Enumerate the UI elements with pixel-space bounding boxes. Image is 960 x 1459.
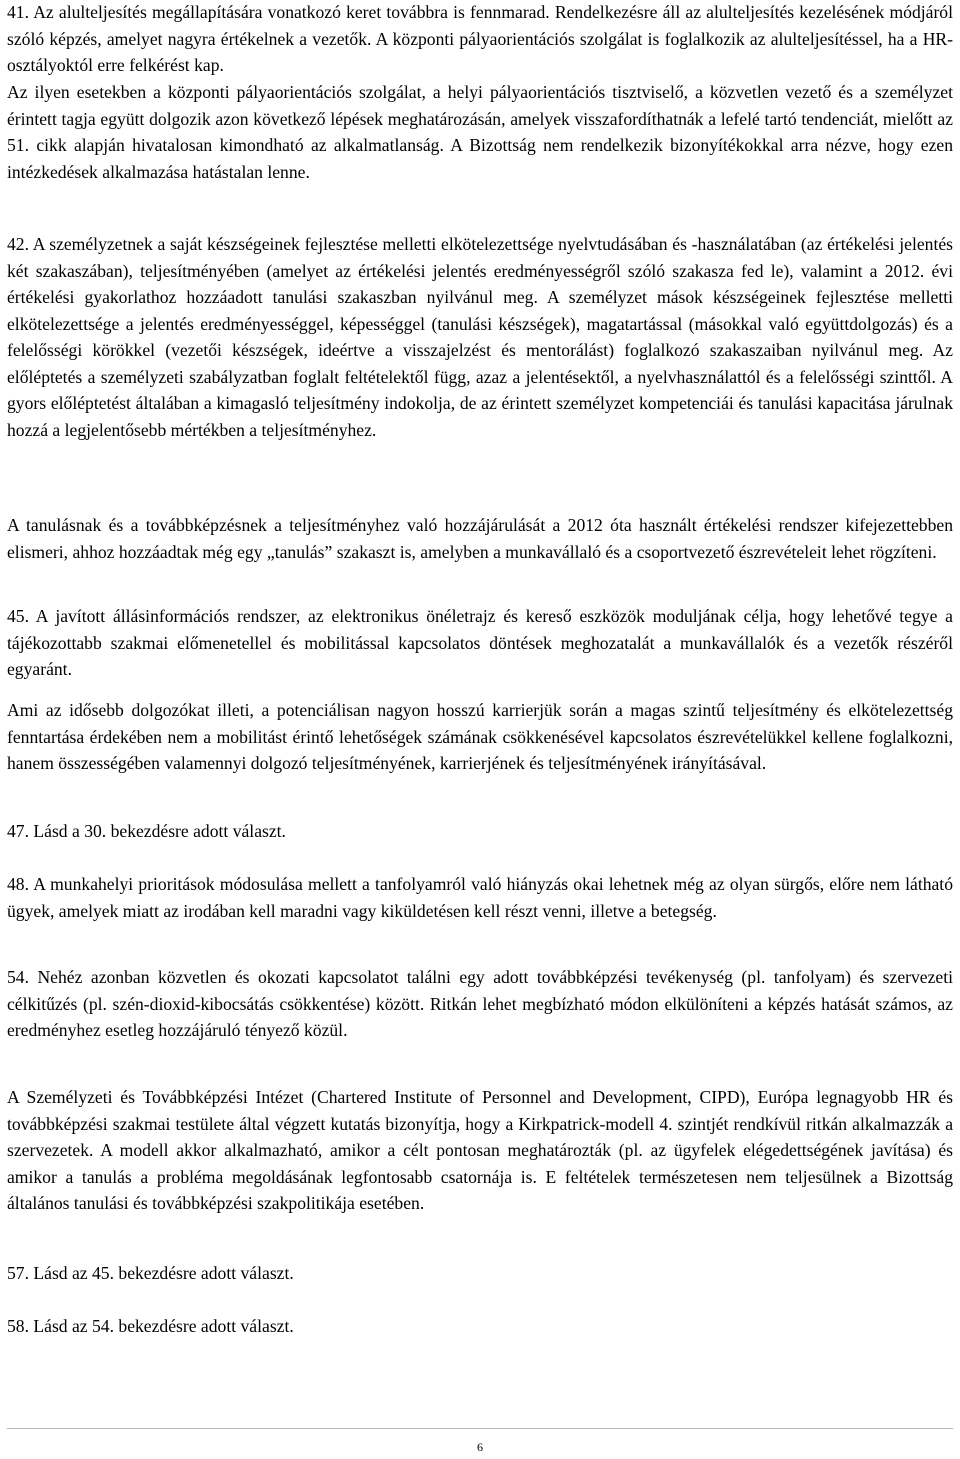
footer-divider <box>7 1428 953 1429</box>
paragraph-42-continued: A tanulásnak és a továbbképzésnek a teljesítményhez való hozzájárulását a 2012 óta használt értékelési rendszer kifejezettebben elismeri, ahhoz hozzáadtak még egy „tanulás” szakaszt is, amelyben a munkavállaló és a csoportvezető észrevételeit lehet rögzíteni. <box>7 515 953 562</box>
paragraph-45-continued: Ami az idősebb dolgozókat illeti, a potenciálisan nagyon hosszú karrierjük során a magas szintű teljesítmény és elkötelezettség fenntartása érdekében nem a mobilitást érintő lehetőségek számának csökkenésével kapcsolatos észrevételükkel kellene foglalkozni, hanem összességében valamennyi dolgozó teljesítményének, karrierjének és teljesítményének irányításával. <box>7 700 953 773</box>
paragraph-54: 54. Nehéz azonban közvetlen és okozati kapcsolatot találni egy adott továbbképzési tevékenység (pl. tanfolyam) és szervezeti célkitűzés (pl. szén-dioxid-kibocsátás csökkentése) között. Ritkán lehet megbízható módon elkülöníteni a képzés hatását számos, az eredményhez esetleg hozzájáruló tényező közül. <box>7 967 953 1040</box>
paragraph-57: 57. Lásd az 45. bekezdésre adott választ. <box>7 1263 294 1283</box>
paragraph-47: 47. Lásd a 30. bekezdésre adott választ. <box>7 821 286 841</box>
paragraph-42: 42. A személyzetnek a saját készségeinek fejlesztése melletti elkötelezettsége nyelvtudásában és -használatában (az értékelési jelentés két szakaszában), teljesítményében (amelyet az értékelési jelentés eredményességről szóló szakasza fed le), valamint a 2012. évi értékelési gyakorlathoz hozzáadott tanulási szakaszban nyilvánul meg. A személyzet mások készségeinek fejlesztése melletti elkötelezettsége a jelentés eredményességgel, képességgel (tanulási készségek), magatartással (másokkal való együttdolgozás) és a felelősségi körökkel (vezetői készségek, ideértve a visszajelzést és mentorálást) foglalkozó szakaszaiban nyilvánul meg. Az előléptetés a személyzeti szabályzatban foglalt feltételektől függ, azaz a jelentésektől, a nyelvhasználattól és a felelősségi szinttől. A gyors előléptetést általában a kimagasló teljesítmény indokolja, de az érintett személyzet kompetenciái és tanulási kapacitása járulnak hozzá a legjelentősebb mértékben a teljesítményhez. <box>7 234 953 440</box>
paragraph-48: 48. A munkahelyi prioritások módosulása mellett a tanfolyamról való hiányzás okai lehetnek még az olyan sürgős, előre nem látható ügyek, amelyek miatt az irodában kell maradni vagy kiküldetésen kell részt venni, illetve a betegség. <box>7 874 953 921</box>
paragraph-41: 41. Az alulteljesítés megállapítására vonatkozó keret továbbra is fennmarad. Rendelkezésre áll az alulteljesítés kezelésének módjáról szóló képzés, amelyet nagyra értékelnek a vezetők. A központi pályaorientációs szolgálat is foglalkozik az alulteljesítéssel, ha a HR-osztályoktól erre felkérést kap. <box>7 2 953 75</box>
page-number: 6 <box>477 1440 483 1454</box>
paragraph-54-continued: A Személyzeti és Továbbképzési Intézet (Chartered Institute of Personnel and Development, CIPD), Európa legnagyobb HR és továbbképzési szakmai testülete által végzett kutatás bizonyítja, hogy a Kirkpatrick-modell 4. szintjét rendkívül ritkán alkalmazzák a szervezetek. A modell akkor alkalmazható, amikor a célt pontosan meghatározták (pl. az ügyfelek elégedettségének javítása) és amikor a tanulás a probléma megoldásának legfontosabb csatornája is. E feltételek természetesen nem teljesülnek a Bizottság általános tanulási és továbbképzési szakpolitikája esetében. <box>7 1087 953 1213</box>
paragraph-41-continued: Az ilyen esetekben a központi pályaorientációs szolgálat, a helyi pályaorientációs tisztviselő, a közvetlen vezető és a személyzet érintett tagja együtt dolgozik azon következő lépések meghatározásán, amelyek visszafordíthatnák a lefelé tartó tendenciát, mielőtt az 51. cikk alapján hivatalosan kimondható az alkalmatlanság. A Bizottság nem rendelkezik bizonyítékokkal arra nézve, hogy ezen intézkedések alkalmazása hatástalan lenne. <box>7 82 953 182</box>
paragraph-58: 58. Lásd az 54. bekezdésre adott választ. <box>7 1316 294 1336</box>
paragraph-45: 45. A javított állásinformációs rendszer, az elektronikus önéletrajz és kereső eszközök moduljának célja, hogy lehetővé tegye a tájékozottabb szakmai előmenetellel és mobilitással kapcsolatos döntések meghozatalát a munkavállalók és a vezetők részéről egyaránt. <box>7 606 953 679</box>
